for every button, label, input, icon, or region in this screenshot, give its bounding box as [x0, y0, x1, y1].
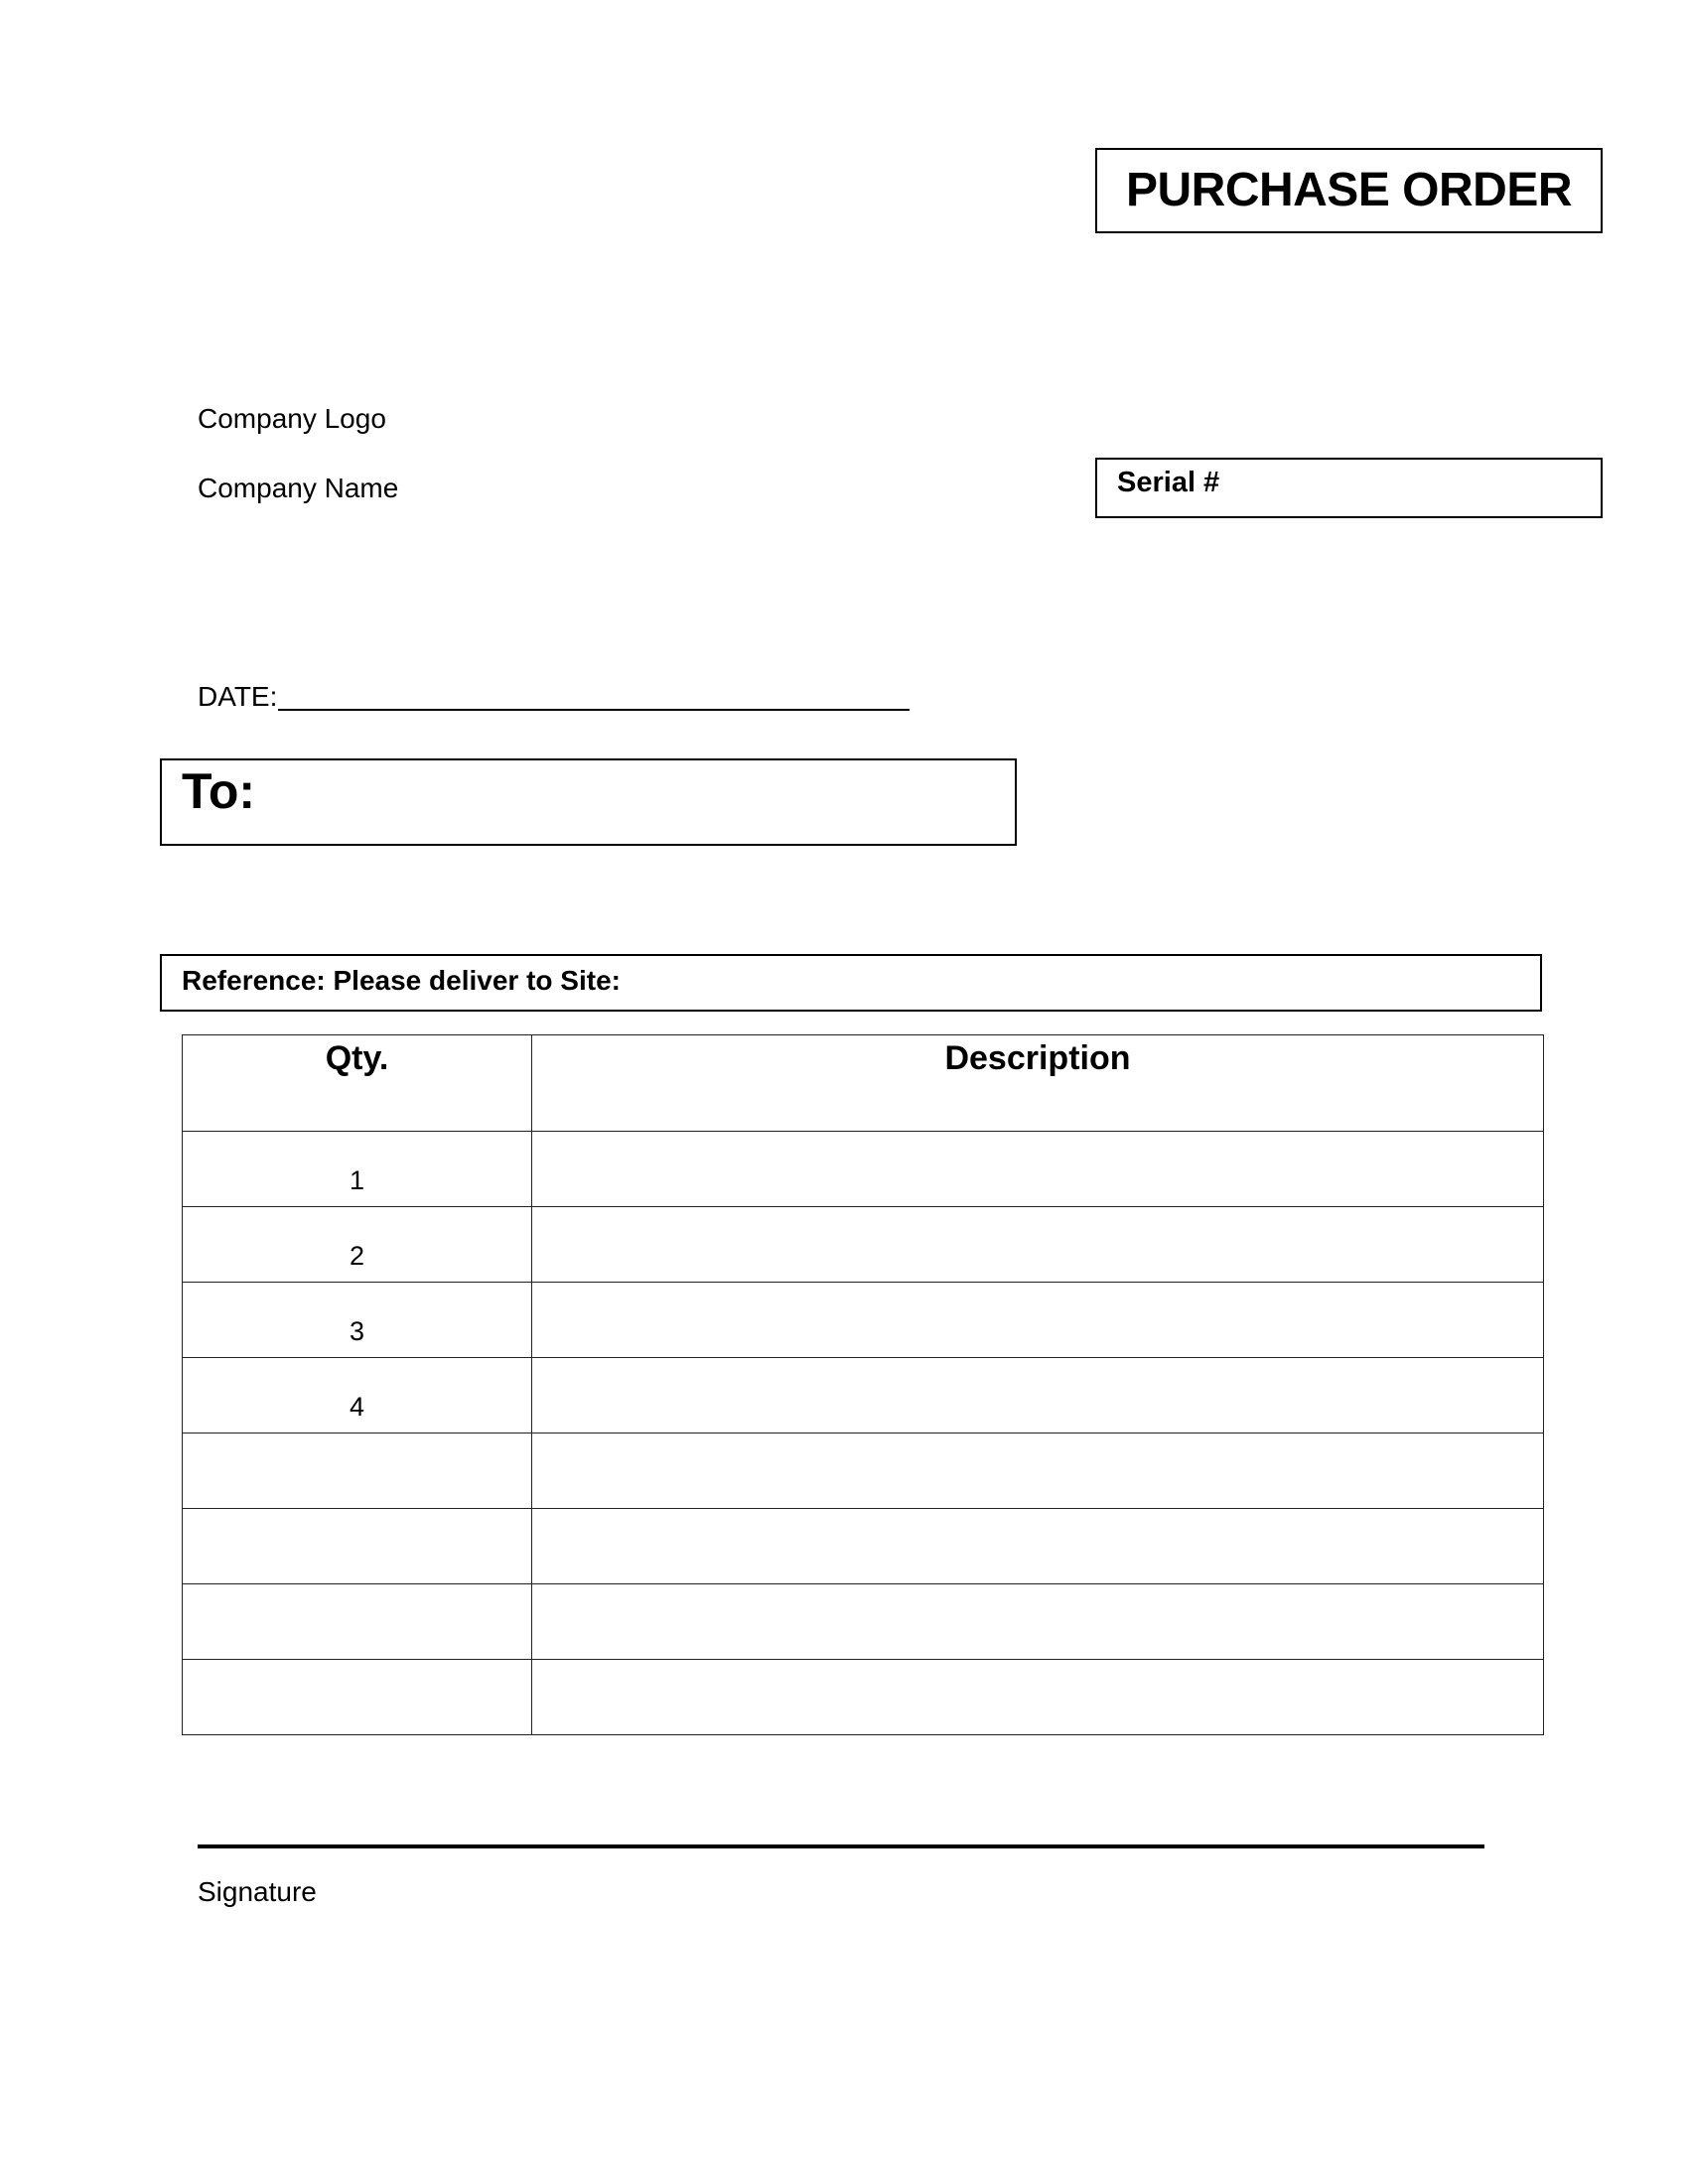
- description-cell[interactable]: [532, 1433, 1544, 1509]
- serial-number-field[interactable]: [1095, 458, 1603, 518]
- qty-cell[interactable]: [183, 1660, 532, 1735]
- reference-label: Reference: Please deliver to Site:: [182, 965, 621, 996]
- company-logo-placeholder: Company Logo: [198, 403, 386, 434]
- date-label: DATE:: [198, 681, 278, 712]
- qty-cell[interactable]: [183, 1433, 532, 1509]
- signature-line[interactable]: [198, 1844, 1484, 1848]
- qty-header: Qty.: [183, 1035, 532, 1132]
- qty-cell[interactable]: 2: [183, 1207, 532, 1283]
- page-title: PURCHASE ORDER: [1125, 164, 1573, 216]
- date-underline: [278, 683, 910, 711]
- table-row: [183, 1132, 1544, 1207]
- serial-label: Serial #: [1117, 467, 1220, 498]
- description-cell[interactable]: [532, 1660, 1544, 1735]
- qty-cell[interactable]: 1: [183, 1132, 532, 1207]
- recipient-label: To:: [182, 763, 256, 819]
- table-row: [183, 1283, 1544, 1358]
- table-row: [183, 1509, 1544, 1584]
- description-cell[interactable]: [532, 1132, 1544, 1207]
- description-header: Description: [532, 1035, 1544, 1132]
- table-row: [183, 1433, 1544, 1509]
- description-cell[interactable]: [532, 1584, 1544, 1660]
- qty-cell[interactable]: [183, 1584, 532, 1660]
- description-cell[interactable]: [532, 1283, 1544, 1358]
- table-row: [183, 1584, 1544, 1660]
- qty-cell[interactable]: 4: [183, 1358, 532, 1433]
- date-field[interactable]: [198, 683, 910, 711]
- table-row: [183, 1358, 1544, 1433]
- table-row: [183, 1660, 1544, 1735]
- company-name: Company Name: [198, 473, 399, 503]
- qty-cell[interactable]: 3: [183, 1283, 532, 1358]
- description-cell[interactable]: [532, 1509, 1544, 1584]
- description-cell[interactable]: [532, 1358, 1544, 1433]
- title-box: [1095, 148, 1603, 233]
- items-table: [182, 1034, 1544, 1735]
- table-row: [183, 1207, 1544, 1283]
- recipient-field[interactable]: [160, 758, 1017, 846]
- qty-cell[interactable]: [183, 1509, 532, 1584]
- reference-field[interactable]: [160, 954, 1542, 1012]
- table-header-row: [183, 1035, 1544, 1132]
- description-cell[interactable]: [532, 1207, 1544, 1283]
- signature-label: Signature: [198, 1876, 317, 1907]
